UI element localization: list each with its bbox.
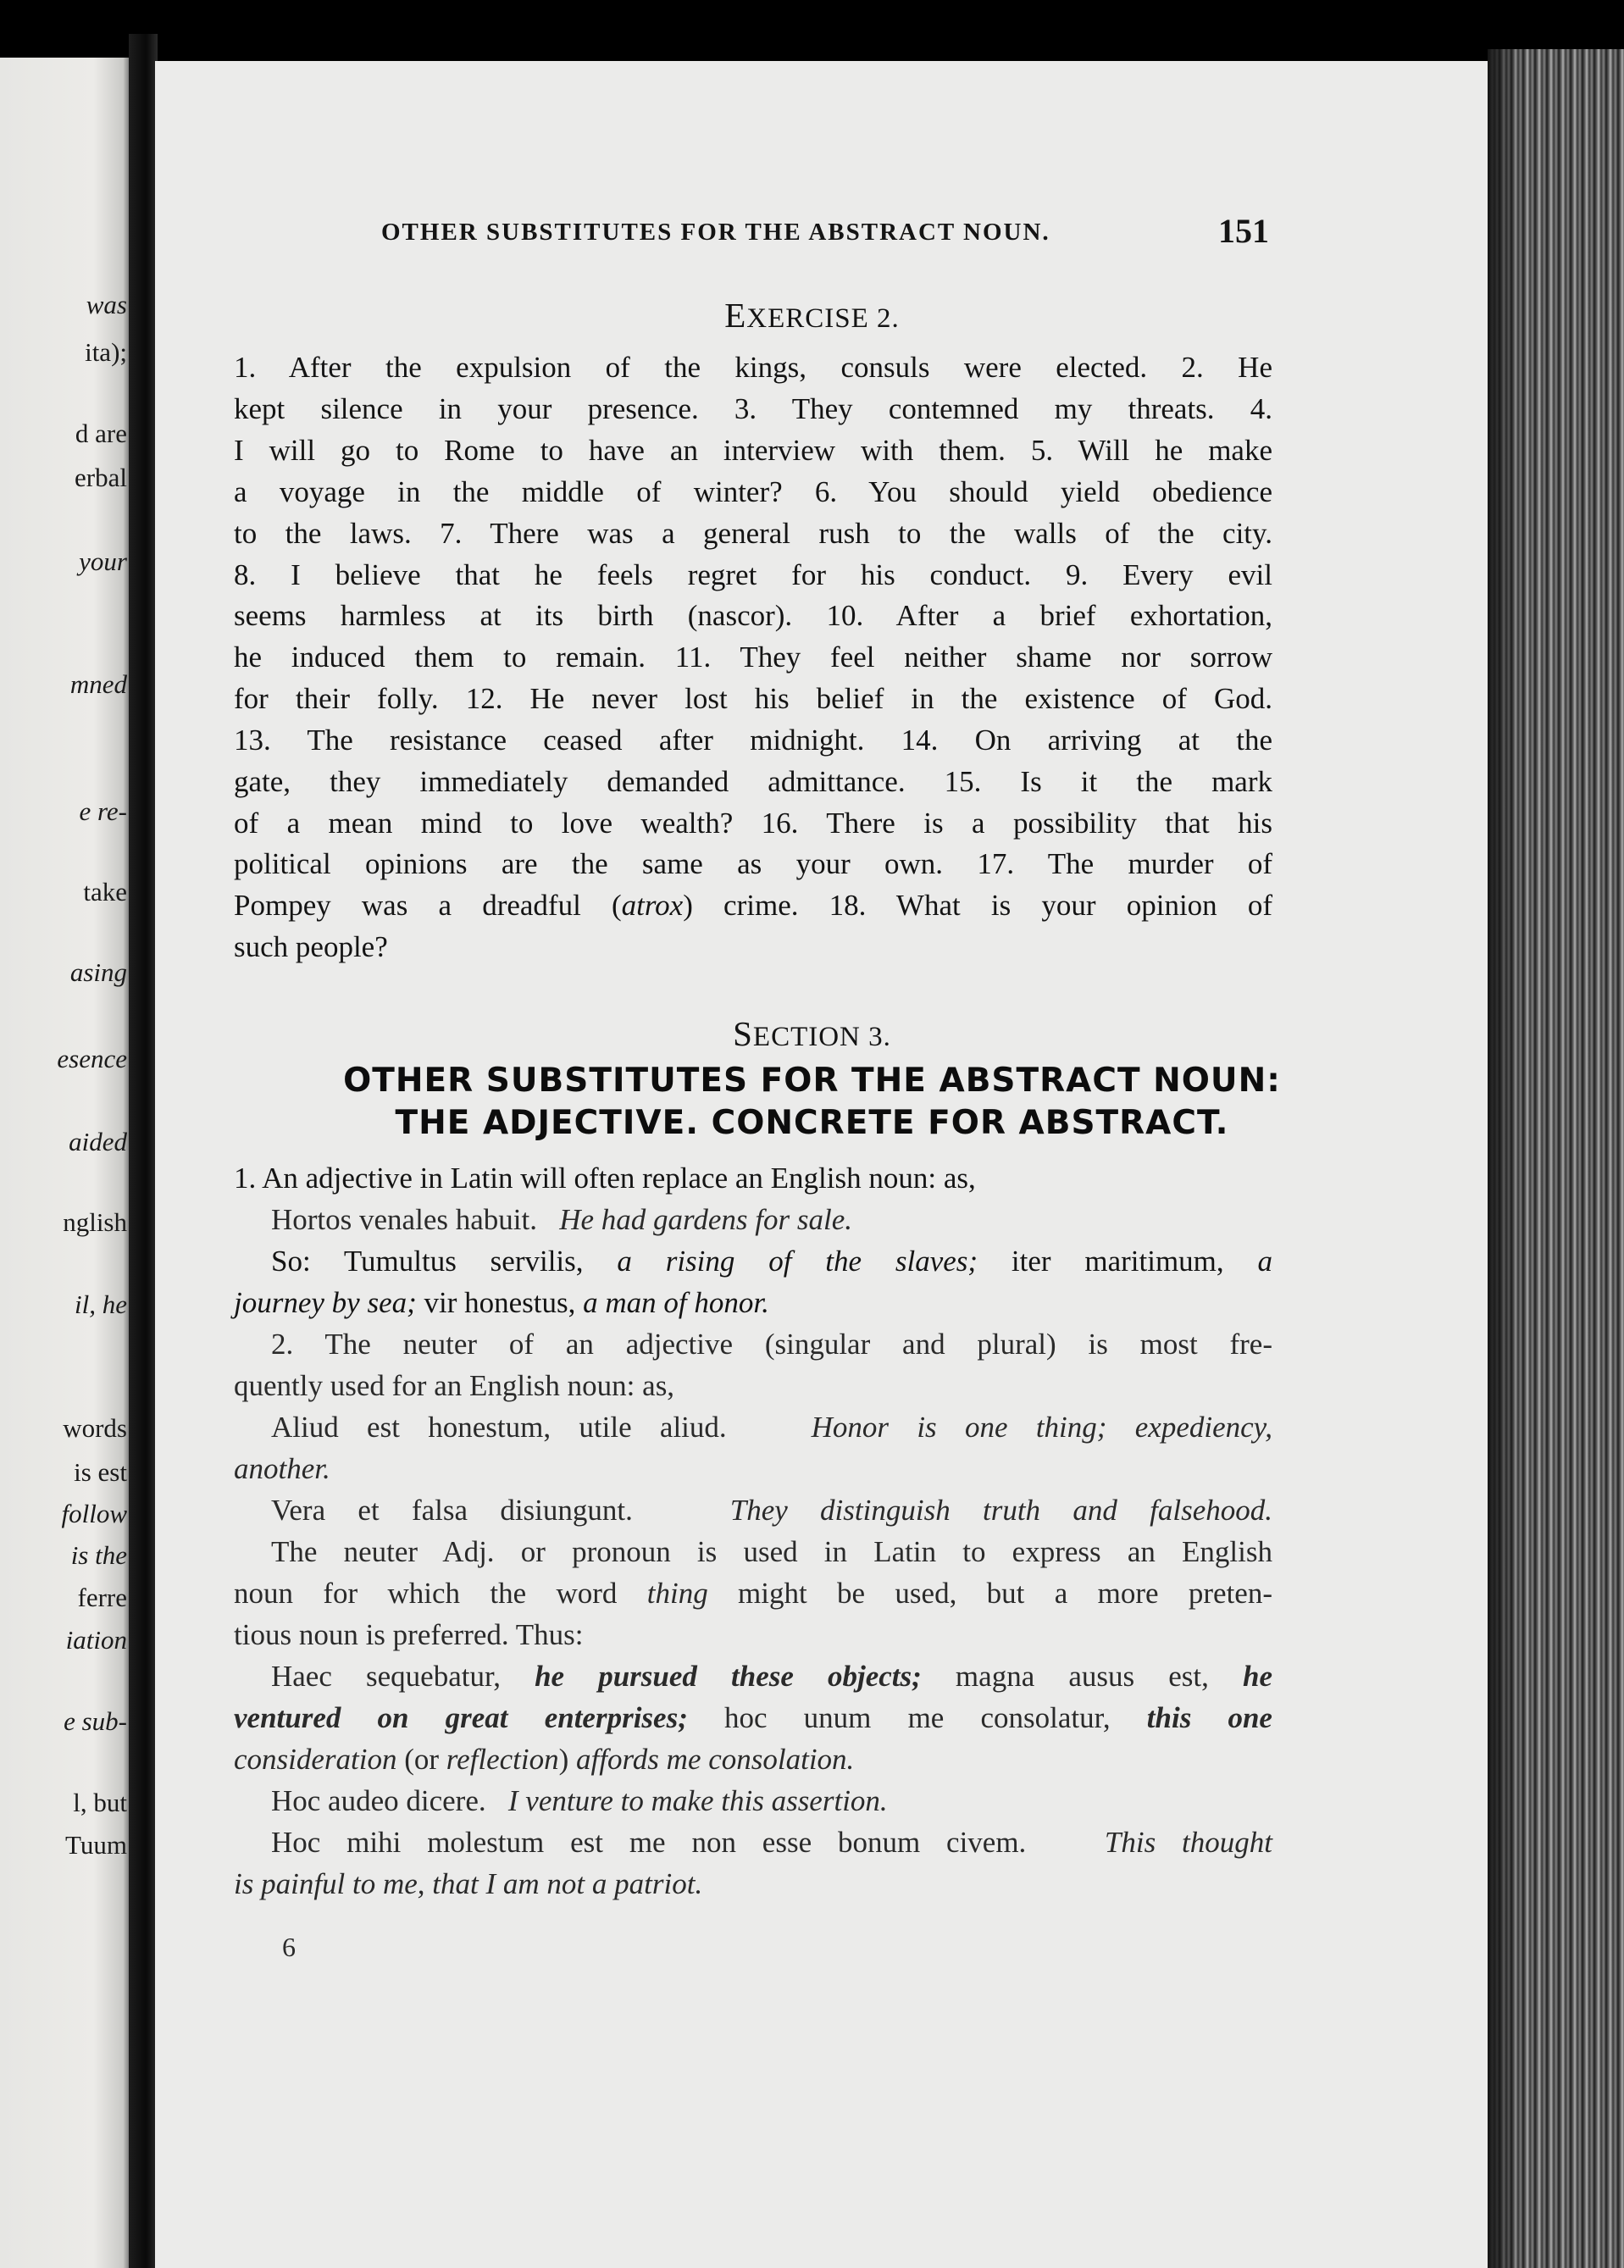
example-vera bbox=[271, 1494, 1272, 1528]
example-so bbox=[271, 1245, 1272, 1278]
exercise-line: 8. I believe that he feels regret for his conduct. 9. Every evil bbox=[234, 558, 1272, 591]
example-hoc-mihi-cont bbox=[234, 1868, 1272, 1901]
facing-page-fragment: e sub- bbox=[64, 1706, 127, 1736]
exercise-line: political opinions are the same as your own. 17. The murder of bbox=[234, 847, 1272, 880]
english-translation: I venture to make this assertion. bbox=[507, 1784, 888, 1817]
exercise-line: a voyage in the middle of winter? 6. You should yield obedience bbox=[234, 475, 1272, 508]
english-translation: He had gardens for sale. bbox=[559, 1203, 852, 1236]
exercise-heading-rest: XERCISE 2. bbox=[746, 303, 900, 334]
facing-page-fragment: e re- bbox=[79, 796, 127, 826]
text-run: vir honestus, bbox=[416, 1286, 584, 1319]
emphasis: thing bbox=[646, 1577, 708, 1610]
facing-page-fragment: d are bbox=[75, 419, 127, 448]
english-translation: Honor is one thing; expediency, bbox=[811, 1411, 1272, 1444]
facing-page-fragment: aided bbox=[69, 1127, 127, 1156]
facing-page-fragment: l, but bbox=[73, 1788, 127, 1817]
text-run: noun for which the word bbox=[234, 1577, 647, 1610]
latin-example: Vera et falsa disiungunt. bbox=[271, 1494, 633, 1527]
exercise-line: I will go to Rome to have an interview with them. 5. Will he make bbox=[234, 434, 1272, 467]
english-translation: a rising of the slaves; bbox=[617, 1245, 978, 1278]
latin-example: Hoc audeo dicere. bbox=[271, 1784, 486, 1817]
facing-page-fragment: is est bbox=[74, 1457, 127, 1487]
facing-page-fragment: esence bbox=[57, 1044, 127, 1073]
facing-page-fragment: ferre bbox=[77, 1583, 127, 1612]
facing-page-text bbox=[0, 58, 134, 2268]
text-run: magna ausus est, bbox=[921, 1660, 1243, 1693]
english-translation: this one bbox=[1146, 1701, 1272, 1734]
example-journey bbox=[234, 1287, 1272, 1320]
example-ventured bbox=[234, 1702, 1272, 1735]
section-heading-rest: ECTION 3. bbox=[752, 1022, 891, 1052]
facing-page-fragment: take bbox=[83, 877, 127, 907]
rule-3: The neuter Adj. or pronoun is used in Latin to express an English bbox=[271, 1535, 1272, 1568]
english-translation: a bbox=[1257, 1245, 1272, 1278]
example-haec bbox=[271, 1661, 1272, 1694]
text-run: Pompey was a dreadful ( bbox=[234, 889, 622, 922]
section-title-line-1: OTHER SUBSTITUTES FOR THE ABSTRACT NOUN: bbox=[343, 1062, 1281, 1100]
running-header: OTHER SUBSTITUTES FOR THE ABSTRACT NOUN. bbox=[381, 219, 1050, 246]
english-translation: affords me consolation. bbox=[576, 1743, 855, 1776]
exercise-line: kept silence in your presence. 3. They contemned my threats. 4. bbox=[234, 392, 1272, 425]
latin-example: Hortos venales habuit. bbox=[271, 1203, 537, 1236]
text-run: ) bbox=[558, 1743, 577, 1776]
exercise-heading bbox=[0, 295, 1624, 335]
exercise-line: such people? bbox=[234, 930, 388, 963]
english-translation: reflection bbox=[446, 1743, 559, 1776]
exercise-line: gate, they immediately demanded admittance. 15. Is it the mark bbox=[234, 765, 1272, 798]
english-translation: consideration bbox=[234, 1743, 397, 1776]
exercise-line: to the laws. 7. There was a general rush to the walls of the city. bbox=[234, 517, 1272, 550]
exercise-line: 13. The resistance ceased after midnight. 14. On arriving at the bbox=[234, 724, 1272, 757]
example-hortos bbox=[271, 1204, 1310, 1237]
facing-page-fragment: is the bbox=[70, 1540, 127, 1570]
rule-2-cont: quently used for an English noun: as, bbox=[234, 1369, 675, 1402]
facing-page-fragment: words bbox=[63, 1413, 127, 1443]
english-translation: ventured on great enterprises; bbox=[234, 1701, 688, 1734]
facing-page-fragment: mned bbox=[69, 669, 127, 699]
text-run: (or bbox=[396, 1743, 446, 1776]
exercise-heading-initial: E bbox=[724, 296, 747, 335]
latin-example: Hoc mihi molestum est me non esse bonum civem. bbox=[271, 1826, 1027, 1859]
page-edge-shadow bbox=[1488, 49, 1521, 2268]
facing-page-fragment: il, he bbox=[75, 1289, 127, 1319]
rule-2: 2. The neuter of an adjective (singular and plural) is most fre- bbox=[271, 1328, 1272, 1361]
text-run: Haec sequebatur, bbox=[271, 1660, 535, 1693]
section-heading bbox=[0, 1013, 1624, 1054]
english-translation: This thought bbox=[1104, 1826, 1272, 1859]
facing-page-fragment: was bbox=[86, 290, 127, 319]
page-number: 151 bbox=[1218, 212, 1269, 250]
example-hoc-audeo bbox=[271, 1785, 1310, 1818]
exercise-line: for their folly. 12. He never lost his belief in the existence of God. bbox=[234, 682, 1272, 715]
exercise-line bbox=[234, 890, 1272, 923]
exercise-line: he induced them to remain. 11. They feel neither shame nor sorrow bbox=[234, 640, 1272, 674]
latin-example: Aliud est honestum, utile aliud. bbox=[271, 1411, 727, 1444]
text-run: So: Tumultus servilis, bbox=[271, 1245, 618, 1278]
section-title-line-2: THE ADJECTIVE. CONCRETE FOR ABSTRACT. bbox=[395, 1104, 1229, 1142]
facing-page-fragment: nglish bbox=[63, 1207, 127, 1237]
english-translation: They distinguish truth and falsehood. bbox=[729, 1494, 1272, 1527]
text-run: might be used, but a more preten- bbox=[707, 1577, 1272, 1610]
text-run: iter maritimum, bbox=[978, 1245, 1258, 1278]
rule-3-cont: tious noun is preferred. Thus: bbox=[234, 1618, 584, 1651]
facing-page-fragment: Tuum bbox=[65, 1830, 127, 1860]
example-hoc-mihi bbox=[271, 1827, 1272, 1860]
rule-1: 1. An adjective in Latin will often replace an English noun: as, bbox=[234, 1162, 976, 1195]
example-aliud bbox=[271, 1411, 1272, 1445]
facing-page-fragment: asing bbox=[69, 957, 127, 987]
facing-page-fragment: follow bbox=[61, 1499, 127, 1528]
facing-page-fragment: ita); bbox=[85, 337, 127, 367]
text-run: hoc unum me consolatur, bbox=[687, 1701, 1147, 1734]
latin-gloss: atrox bbox=[621, 889, 684, 922]
english-translation: is painful to me, that I am not a patriot. bbox=[234, 1867, 703, 1900]
english-translation: journey by sea; bbox=[234, 1286, 417, 1319]
english-translation: another. bbox=[234, 1452, 330, 1485]
rule-3-cont bbox=[234, 1578, 1272, 1611]
book-gutter bbox=[129, 34, 158, 2268]
facing-page-fragment: your bbox=[79, 546, 127, 576]
text-run: ) crime. 18. What is your opinion of bbox=[683, 889, 1273, 922]
english-translation: a man of honor. bbox=[583, 1286, 769, 1319]
signature-mark: 6 bbox=[282, 1932, 296, 1962]
exercise-line: of a mean mind to love wealth? 16. There is a possibility that his bbox=[234, 807, 1272, 840]
exercise-line: 1. After the expulsion of the kings, consuls were elected. 2. He bbox=[234, 351, 1272, 384]
example-consideration bbox=[234, 1744, 1272, 1777]
facing-page bbox=[0, 58, 134, 2268]
facing-page-fragment: erbal bbox=[75, 463, 127, 492]
exercise-line: seems harmless at its birth (nascor). 10. After a brief exhortation, bbox=[234, 599, 1272, 632]
facing-page-fragment: iation bbox=[65, 1625, 127, 1655]
english-translation: he pursued these objects; bbox=[535, 1660, 922, 1693]
english-translation: he bbox=[1242, 1660, 1272, 1693]
example-aliud-cont bbox=[234, 1453, 1272, 1486]
section-heading-initial: S bbox=[733, 1014, 753, 1053]
